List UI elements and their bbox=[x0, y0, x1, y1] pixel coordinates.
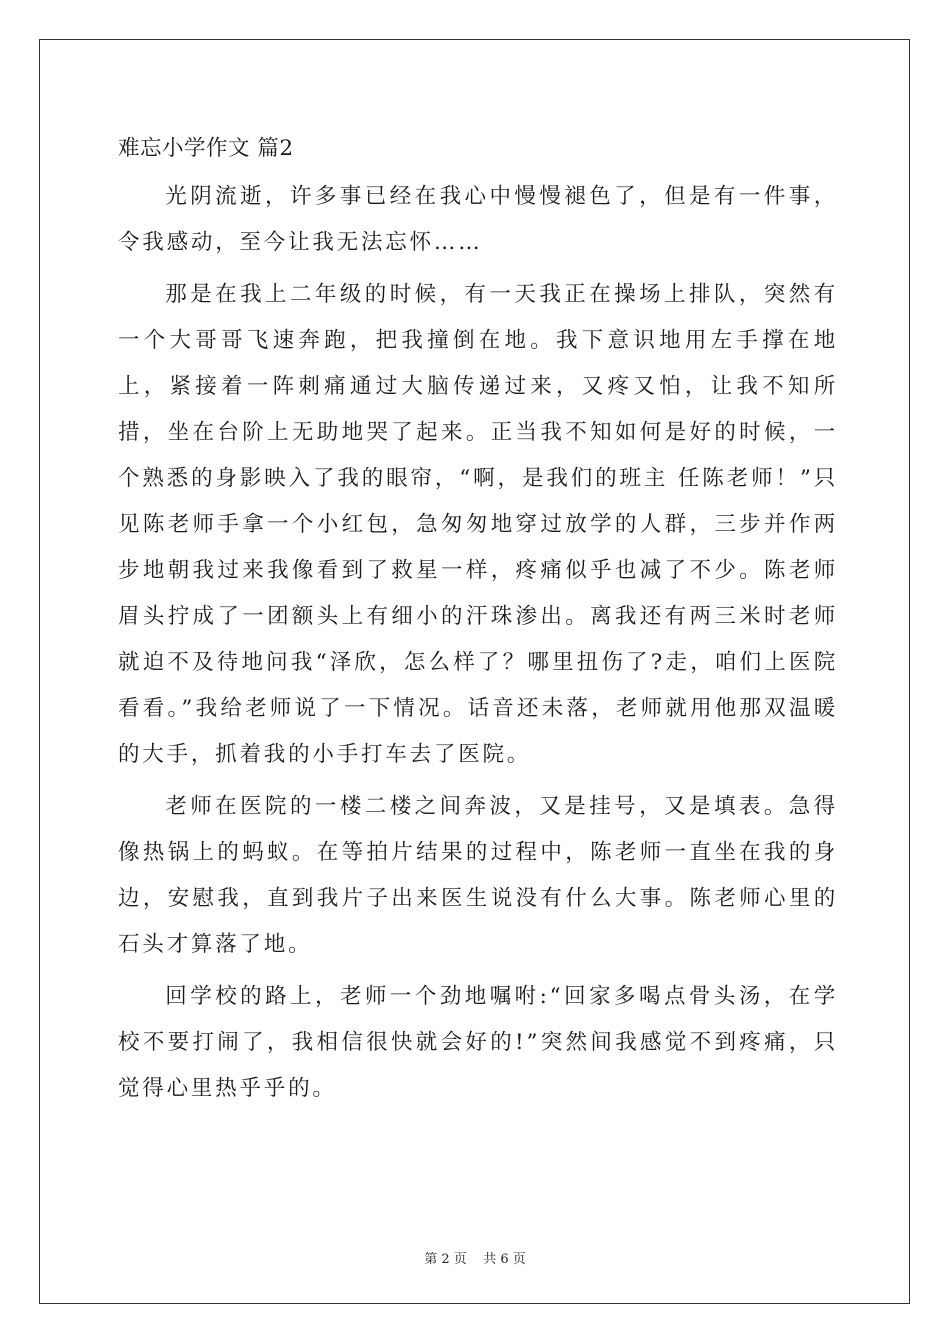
paragraph-3: 老师在医院的一楼二楼之间奔波，又是挂号，又是填表。急得像热锅上的蚂蚁。在等拍片结果的过程中，陈老师一直坐在我的身边，安慰我，直到我片子出来医生说没有什么大事。陈老师心里的石头才算落了地。 bbox=[118, 794, 838, 957]
paragraph-4: 回学校的路上，老师一个劲地嘱咐:“回家多喝点骨头汤，在学校不要打闹了，我相信很快就会好的!”突然间我感觉不到疼痛，只觉得心里热乎乎的。 bbox=[118, 984, 838, 1101]
page-number-footer: 第 2 页 共 6 页 bbox=[424, 1252, 526, 1267]
paragraph-2: 那是在我上二年级的时候，有一天我正在操场上排队，突然有一个大哥哥飞速奔跑，把我撞倒在地。我下意识地用左手撑在地上，紧接着一阵刺痛通过大脑传递过来，又疼又怕，让我不知所措，坐在台阶上无助地哭了起来。正当我不知如何是好的时候，一个熟悉的身影映入了我的眼帘，“啊，是我们的班主 任陈老师！”只见陈老师手拿一个小红包，急匆匆地穿过放学的人群，三步并作两步地朝我过来我像看到了救星一样，疼痛似乎也减了不少。陈老师眉头拧成了一团额头上有细小的汗珠渗出。离我还有两三米时老师就迫不及待地问我“泽欣，怎么样了？哪里扭伤了?走，咱们上医院看看。”我给老师说了一下情况。话音还未落，老师就用他那双温暖的大手，抓着我的小手打车去了医院。 bbox=[118, 282, 838, 767]
document-body bbox=[118, 126, 838, 1118]
paragraph-1: 光阴流逝，许多事已经在我心中慢慢褪色了，但是有一件事，令我感动，至今让我无法忘怀…… bbox=[118, 184, 838, 255]
essay-title: 难忘小学作文 篇2 bbox=[118, 136, 294, 161]
